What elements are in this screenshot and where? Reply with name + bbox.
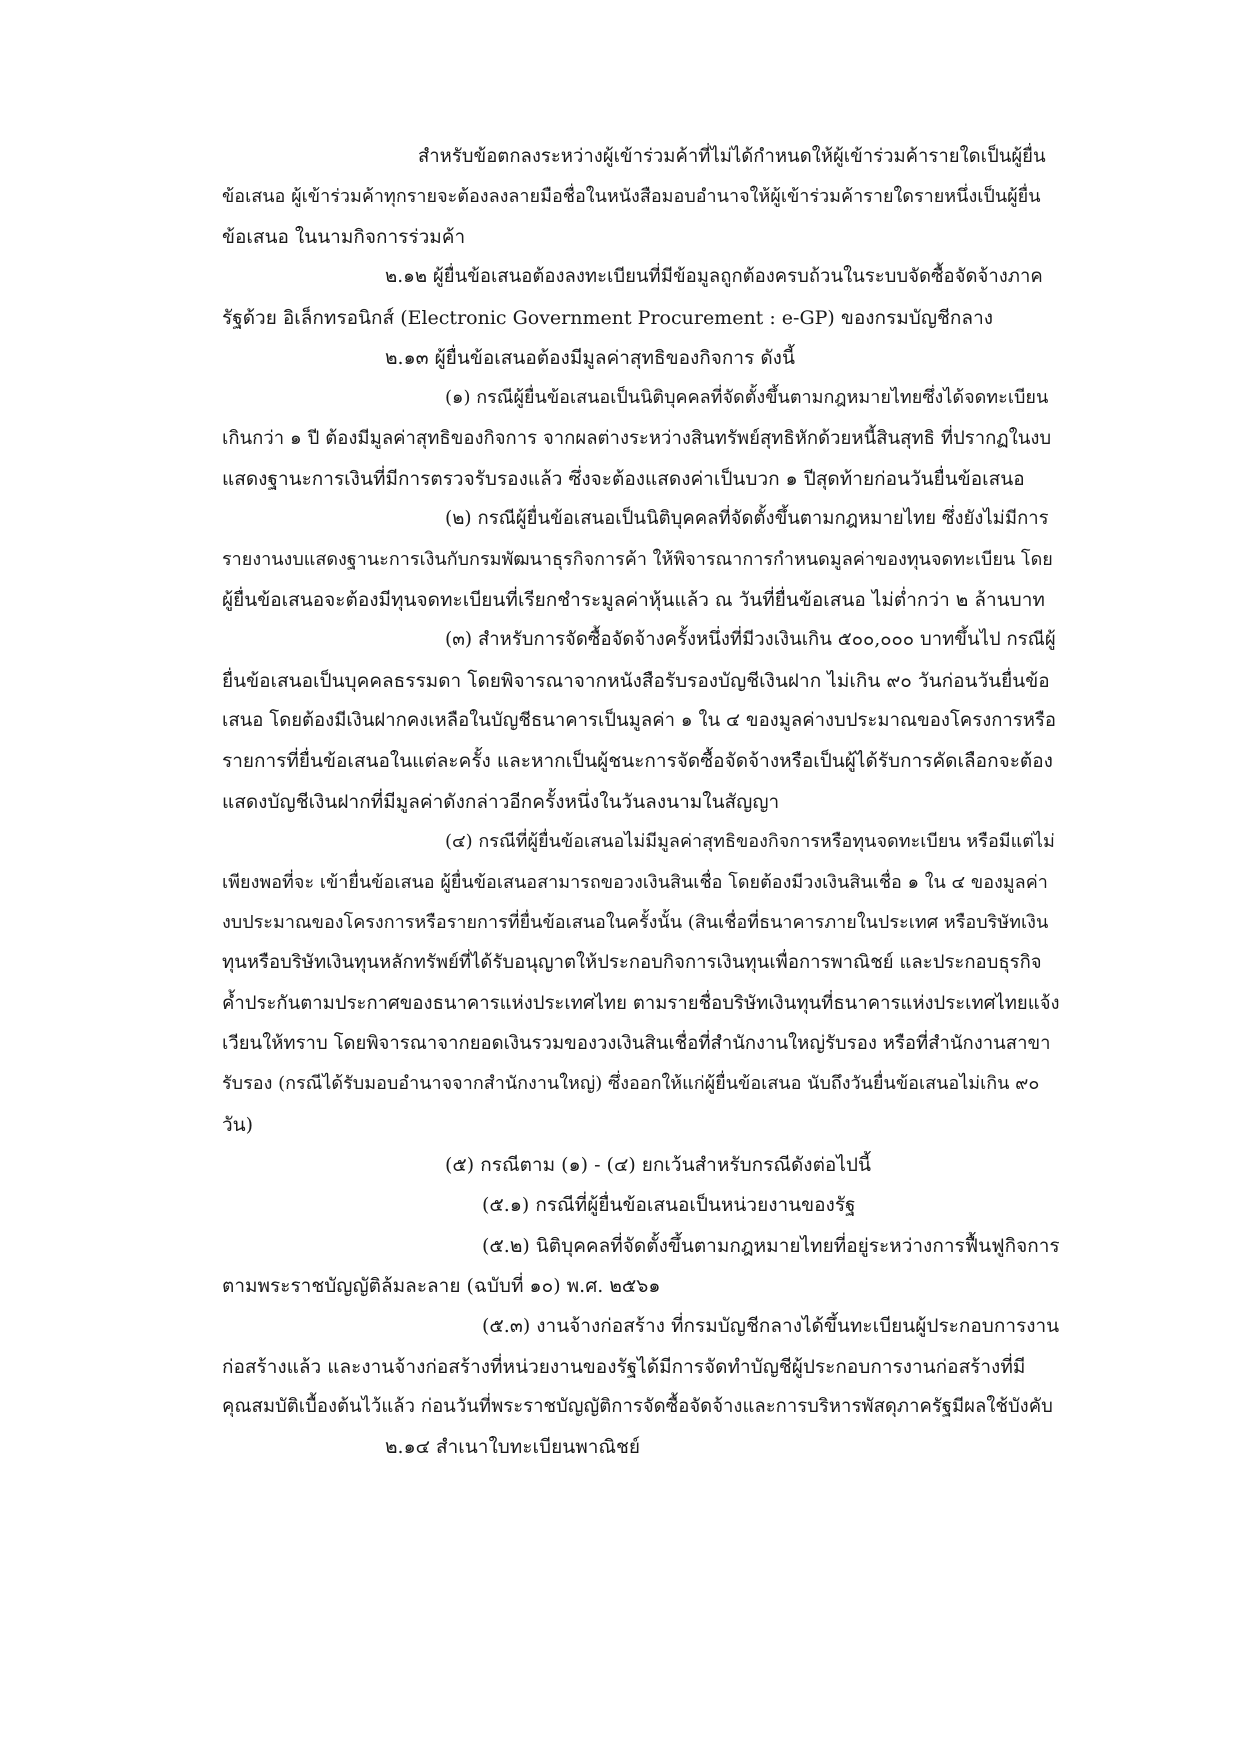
- clause-2-12-heading: ๒.๑๒ ผู้ยื่นข้อเสนอต้องลงทะเบียนที่มีข้อมูลถูกต้องครบถ้วนในระบบจัดซื้อจัดจ้างภาค: [385, 266, 1043, 287]
- item-4-heading: (๔) กรณีที่ผู้ยื่นข้อเสนอไม่มีมูลค่าสุทธิของกิจการหรือทุนจดทะเบียน หรือมีแต่ไม่: [445, 831, 1055, 852]
- item-5-1: (๕.๑) กรณีที่ผู้ยื่นข้อเสนอเป็นหน่วยงานของรัฐ: [482, 1194, 856, 1216]
- paragraph-line: แสดงบัญชีเงินฝากที่มีมูลค่าดังกล่าวอีกครั้งหนึ่งในวันลงนามในสัญญา: [222, 791, 780, 813]
- paragraph-line: รายการที่ยื่นข้อเสนอในแต่ละครั้ง และหากเป็นผู้ชนะการจัดซื้อจัดจ้างหรือเป็นผู้ได้รับการคัดเลือกจะต้อง: [222, 750, 1053, 772]
- item-2-heading: (๒) กรณีผู้ยื่นข้อเสนอเป็นนิติบุคคลที่จัดตั้งขึ้นตามกฎหมายไทย ซึ่งยังไม่มีการ: [445, 508, 1049, 529]
- paragraph-line: ข้อเสนอ ในนามกิจการร่วมค้า: [222, 226, 466, 248]
- paragraph-line: เพียงพอที่จะ เข้ายื่นข้อเสนอ ผู้ยื่นข้อเสนอสามารถขอวงเงินสินเชื่อ โดยต้องมีวงเงินสินเชื่อ ๑ ใน ๔ ของมูลค่า: [222, 872, 1048, 893]
- paragraph-line: รับรอง (กรณีได้รับมอบอำนาจจากสำนักงานใหญ่) ซึ่งออกให้แก่ผู้ยื่นข้อเสนอ นับถึงวันยื่นข้อเสนอไม่เกิน ๙๐: [222, 1073, 1040, 1094]
- paragraph-line: ตามพระราชบัญญัติล้มละลาย (ฉบับที่ ๑๐) พ.ศ. ๒๕๖๑: [222, 1275, 661, 1297]
- paragraph-line: เกินกว่า ๑ ปี ต้องมีมูลค่าสุทธิของกิจการ จากผลต่างระหว่างสินทรัพย์สุทธิหักด้วยหนี้สินสุทธิ ที่ปรากฏในงบ: [222, 428, 1052, 449]
- paragraph-line: ยื่นข้อเสนอเป็นบุคคลธรรมดา โดยพิจารณาจากหนังสือรับรองบัญชีเงินฝาก ไม่เกิน ๙๐ วันก่อนวันยื่นข้อ: [222, 670, 1050, 692]
- paragraph-line: รายงานงบแสดงฐานะการเงินกับกรมพัฒนาธุรกิจการค้า ให้พิจารณาการกำหนดมูลค่าของทุนจดทะเบียน โดย: [222, 549, 1053, 570]
- paragraph-line: เสนอ โดยต้องมีเงินฝากคงเหลือในบัญชีธนาคารเป็นมูลค่า ๑ ใน ๔ ของมูลค่างบประมาณของโครงการหรือ: [222, 710, 1056, 731]
- paragraph-line: ข้อเสนอ ผู้เข้าร่วมค้าทุกรายจะต้องลงลายมือชื่อในหนังสือมอบอำนาจให้ผู้เข้าร่วมค้ารายใดรายหนึ่งเป็นผู้ยื่น: [222, 186, 1041, 207]
- paragraph-line: สำหรับข้อตกลงระหว่างผู้เข้าร่วมค้าที่ไม่ได้กำหนดให้ผู้เข้าร่วมค้ารายใดเป็นผู้ยื่น: [418, 146, 1046, 167]
- paragraph-line: เวียนให้ทราบ โดยพิจารณาจากยอดเงินรวมของวงเงินสินเชื่อที่สำนักงานใหญ่รับรอง หรือที่สำนักงานสาขา: [222, 1033, 1051, 1054]
- paragraph-line: งบประมาณของโครงการหรือรายการที่ยื่นข้อเสนอในครั้งนั้น (สินเชื่อที่ธนาคารภายในประเทศ หรือบริษัทเงิน: [222, 912, 1049, 933]
- paragraph-line: วัน): [222, 1114, 254, 1136]
- clause-2-14-heading: ๒.๑๔ สำเนาใบทะเบียนพาณิชย์: [385, 1436, 641, 1458]
- item-3-heading: (๓) สำหรับการจัดซื้อจัดจ้างครั้งหนึ่งที่มีวงเงินเกิน ๕๐๐,๐๐๐ บาทขึ้นไป กรณีผู้: [445, 629, 1056, 650]
- paragraph-line: คุณสมบัติเบื้องต้นไว้แล้ว ก่อนวันที่พระราชบัญญัติการจัดซื้อจัดจ้างและการบริหารพัสดุภาครัฐมีผลใช้บังคับ: [222, 1396, 1053, 1417]
- paragraph-line: ค้ำประกันตามประกาศของธนาคารแห่งประเทศไทย ตามรายชื่อบริษัทเงินทุนที่ธนาคารแห่งประเทศไทยแจ้ง: [222, 993, 1060, 1014]
- paragraph-line: ทุนหรือบริษัทเงินทุนหลักทรัพย์ที่ได้รับอนุญาตให้ประกอบกิจการเงินทุนเพื่อการพาณิชย์ และประกอบธุรกิจ: [222, 952, 1042, 973]
- paragraph-line: รัฐด้วย อิเล็กทรอนิกส์ (Electronic Government Procurement : e-GP) ของกรมบัญชีกลาง: [222, 307, 994, 329]
- paragraph-line: ก่อสร้างแล้ว และงานจ้างก่อสร้างที่หน่วยงานของรัฐได้มีการจัดทำบัญชีผู้ประกอบการงานก่อสร้างที่มี: [222, 1356, 1026, 1378]
- paragraph-line: แสดงฐานะการเงินที่มีการตรวจรับรองแล้ว ซึ่งจะต้องแสดงค่าเป็นบวก ๑ ปีสุดท้ายก่อนวันยื่นข้อเสนอ: [222, 468, 1025, 490]
- item-1-heading: (๑) กรณีผู้ยื่นข้อเสนอเป็นนิติบุคคลที่จัดตั้งขึ้นตามกฎหมายไทยซึ่งได้จดทะเบียน: [445, 387, 1049, 408]
- clause-2-13-heading: ๒.๑๓ ผู้ยื่นข้อเสนอต้องมีมูลค่าสุทธิของกิจการ ดังนี้: [385, 347, 795, 369]
- item-5-3: (๕.๓) งานจ้างก่อสร้าง ที่กรมบัญชีกลางได้ขึ้นทะเบียนผู้ประกอบการงาน: [482, 1315, 1060, 1337]
- item-5-heading: (๕) กรณีตาม (๑) - (๔) ยกเว้นสำหรับกรณีดังต่อไปนี้: [445, 1154, 871, 1176]
- item-5-2: (๕.๒) นิติบุคคลที่จัดตั้งขึ้นตามกฎหมายไทยที่อยู่ระหว่างการฟื้นฟูกิจการ: [482, 1235, 1060, 1257]
- paragraph-line: ผู้ยื่นข้อเสนอจะต้องมีทุนจดทะเบียนที่เรียกชำระมูลค่าหุ้นแล้ว ณ วันที่ยื่นข้อเสนอ ไม่ต่ำกว่า ๒ ล้านบาท: [222, 589, 1045, 611]
